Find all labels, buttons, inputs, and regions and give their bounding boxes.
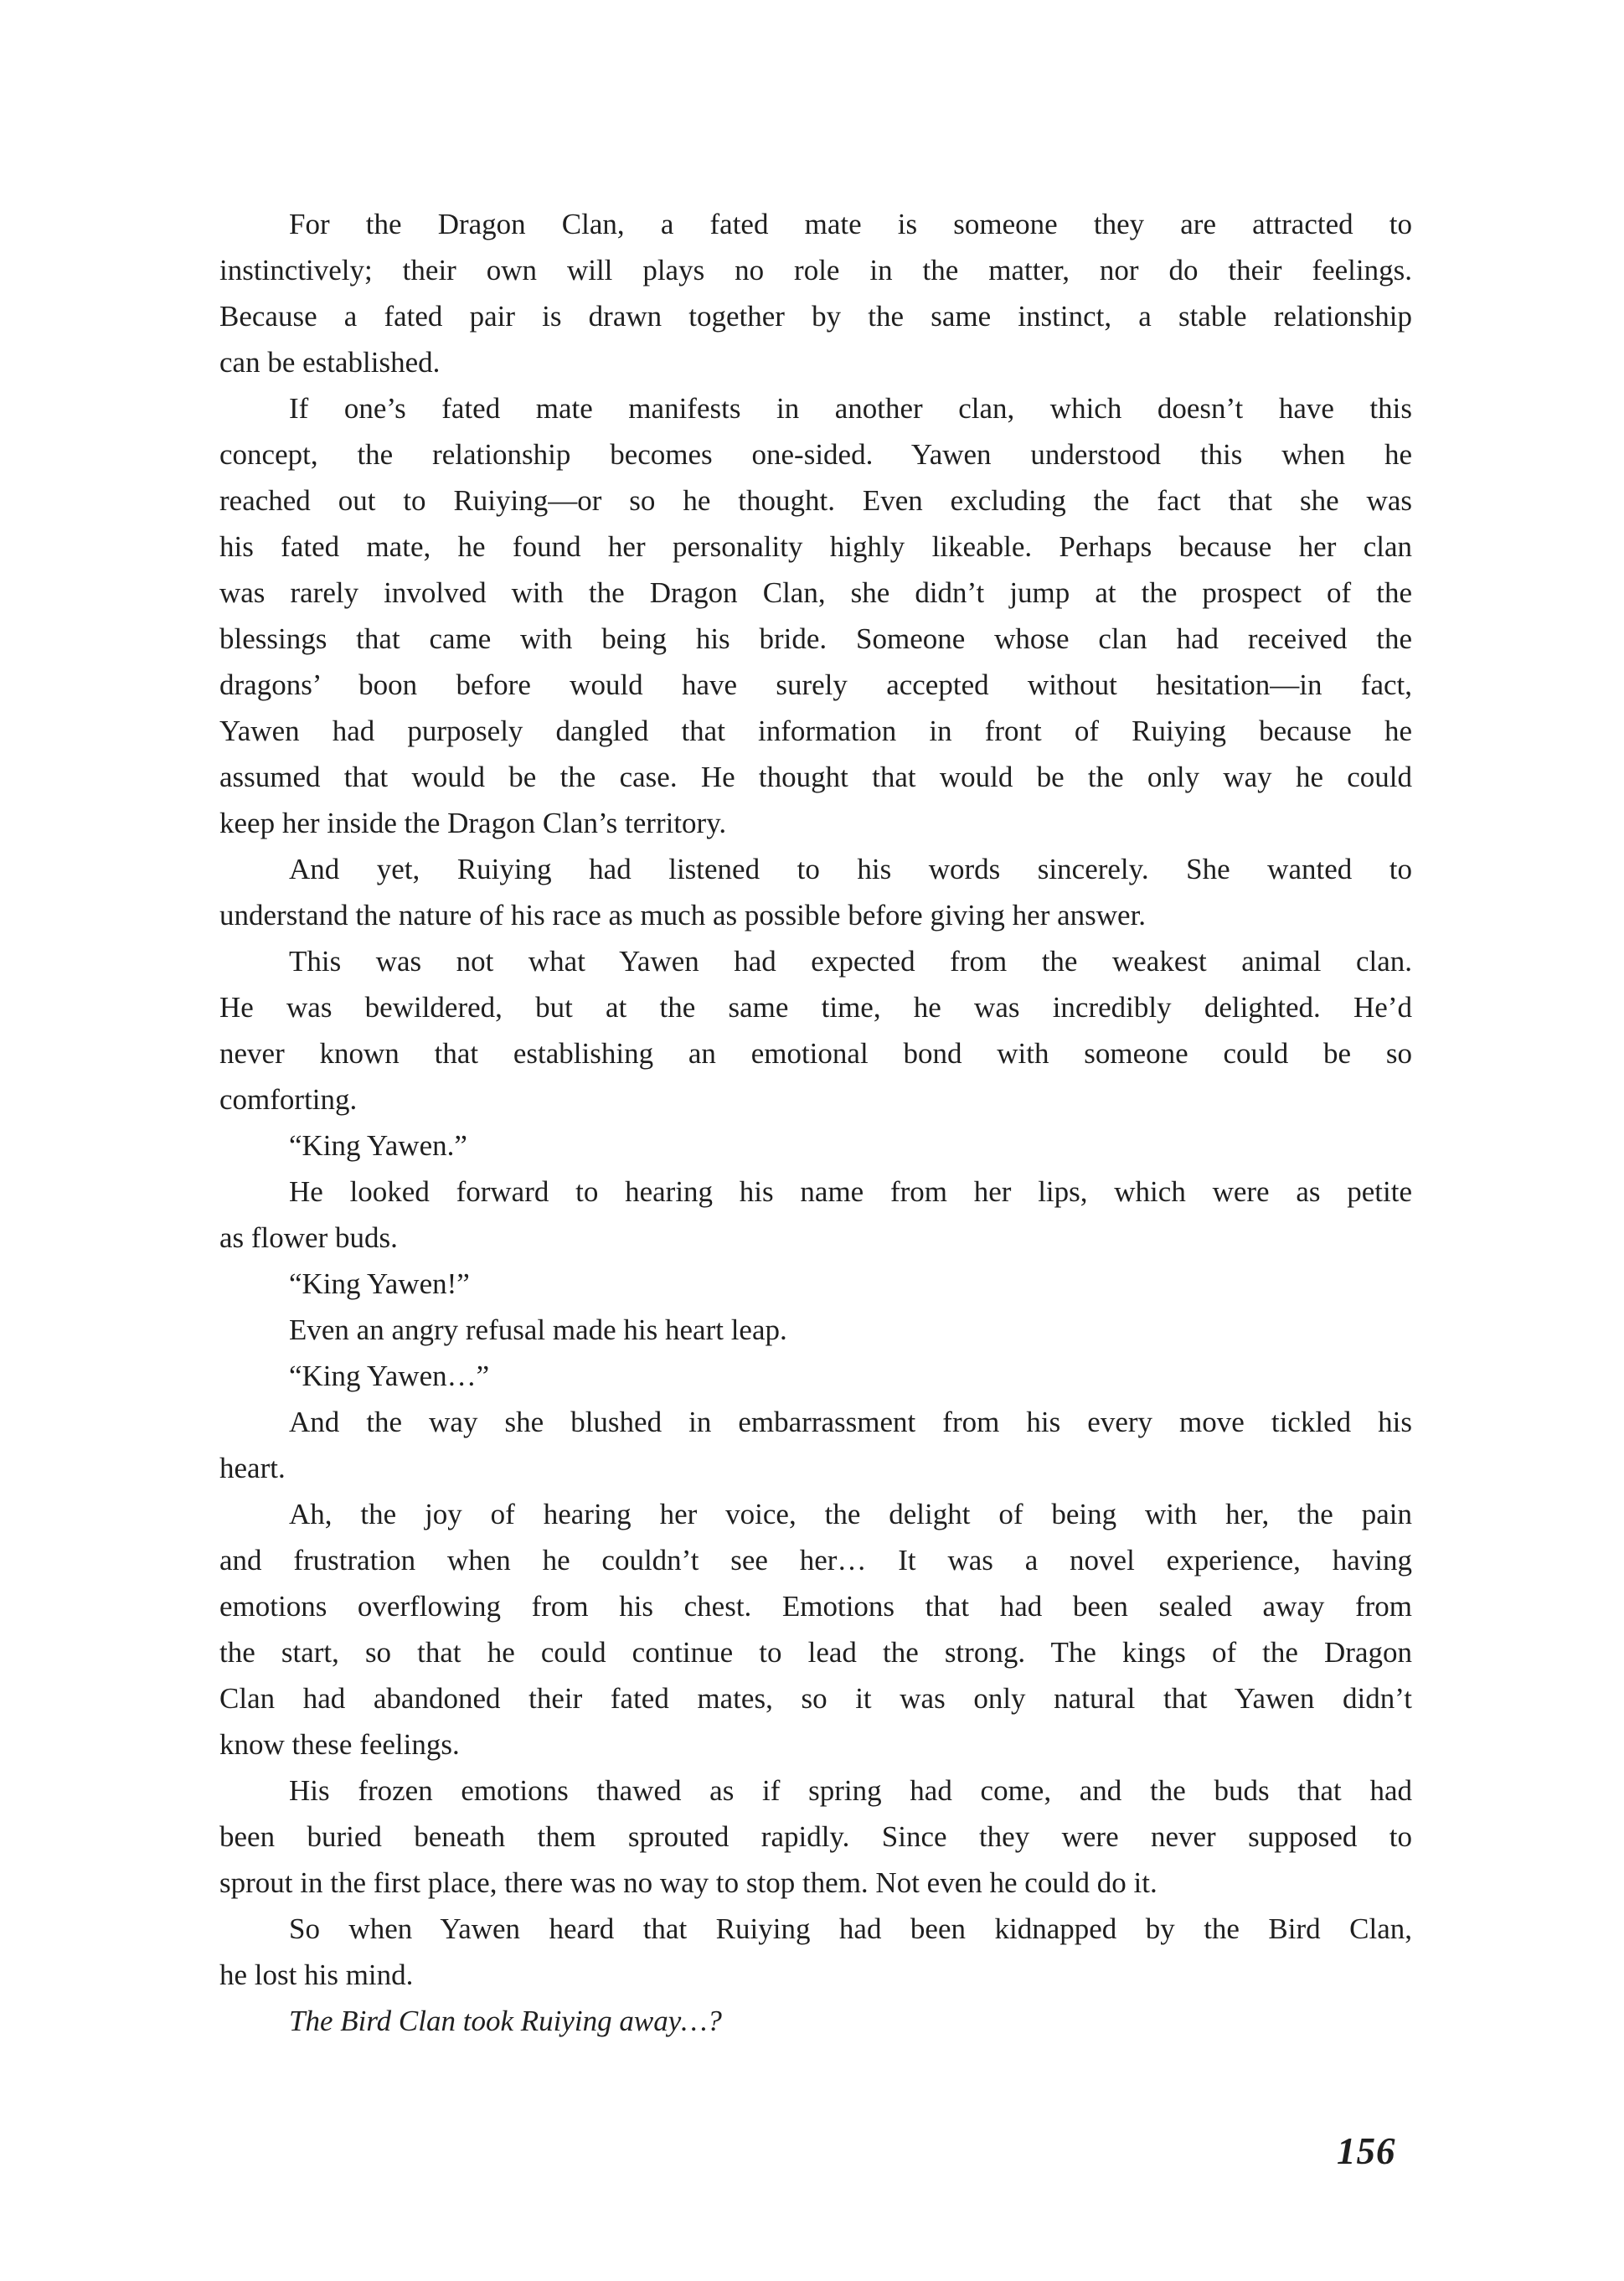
text-line: The Bird Clan took Ruiying away…? — [289, 2005, 722, 2037]
text-line: he lost his mind. — [219, 1958, 414, 1991]
text-line: and frustration when he couldn’t see her… It was a novel experience, having — [219, 1544, 1412, 1577]
paragraph — [219, 938, 1412, 1122]
paragraph — [219, 1307, 1412, 1353]
text-line: Ah, the joy of hearing her voice, the delight of being with her, the pain — [289, 1498, 1412, 1530]
text-line: Even an angry refusal made his heart leap. — [289, 1313, 787, 1346]
text-line: If one’s fated mate manifests in another clan, which doesn’t have this — [289, 392, 1412, 425]
text-line: blessings that came with being his bride. Someone whose clan had received the — [219, 622, 1412, 655]
text-line: been buried beneath them sprouted rapidly. Since they were never supposed to — [219, 1820, 1412, 1853]
paragraph — [219, 1768, 1412, 1906]
text-line: was rarely involved with the Dragon Clan, she didn’t jump at the prospect of the — [219, 576, 1412, 609]
text-line: concept, the relationship becomes one-sided. Yawen understood this when he — [219, 438, 1412, 471]
text-line: “King Yawen!” — [289, 1267, 470, 1300]
text-line: can be established. — [219, 346, 441, 379]
text-line: reached out to Ruiying—or so he thought. Even excluding the fact that she was — [219, 484, 1412, 517]
text-line: “King Yawen.” — [289, 1129, 467, 1162]
paragraph — [219, 201, 1412, 385]
paragraph — [219, 1261, 1412, 1307]
text-line: “King Yawen…” — [289, 1360, 490, 1392]
paragraph — [219, 846, 1412, 938]
text-line: Yawen had purposely dangled that information in front of Ruiying because he — [219, 715, 1412, 747]
text-line: never known that establishing an emotional bond with someone could be so — [219, 1037, 1412, 1070]
text-line: Because a fated pair is drawn together by the same instinct, a stable relationship — [219, 300, 1412, 333]
text-line: And yet, Ruiying had listened to his words sincerely. She wanted to — [289, 853, 1412, 885]
text-line: his fated mate, he found her personality highly likeable. Perhaps because her clan — [219, 530, 1412, 563]
text-line: assumed that would be the case. He thought that would be the only way he could — [219, 761, 1412, 793]
text-line: instinctively; their own will plays no role in the matter, nor do their feelings. — [219, 254, 1412, 286]
text-line: keep her inside the Dragon Clan’s territory. — [219, 807, 727, 839]
text-line: sprout in the first place, there was no way to stop them. Not even he could do it. — [219, 1866, 1157, 1899]
text-line: dragons’ boon before would have surely accepted without hesitation—in fact, — [219, 668, 1412, 701]
text-line: know these feelings. — [219, 1728, 460, 1761]
paragraph — [219, 1353, 1412, 1399]
paragraph — [219, 1399, 1412, 1491]
paragraph — [219, 1998, 1412, 2044]
text-block — [219, 201, 1412, 2044]
paragraph — [219, 1122, 1412, 1169]
paragraph — [219, 1491, 1412, 1768]
text-line: He looked forward to hearing his name from her lips, which were as petite — [289, 1175, 1412, 1208]
text-line: comforting. — [219, 1083, 358, 1116]
text-line: the start, so that he could continue to lead the strong. The kings of the Dragon — [219, 1636, 1412, 1669]
text-line: emotions overflowing from his chest. Emotions that had been sealed away from — [219, 1590, 1412, 1623]
page-number: 156 — [1337, 2130, 1396, 2172]
paragraph — [219, 1169, 1412, 1261]
text-line: This was not what Yawen had expected from the weakest animal clan. — [289, 945, 1412, 978]
text-line: He was bewildered, but at the same time, he was incredibly delighted. He’d — [219, 991, 1412, 1024]
text-line: For the Dragon Clan, a fated mate is someone they are attracted to — [289, 208, 1412, 240]
text-line: as flower buds. — [219, 1221, 398, 1254]
paragraph — [219, 385, 1412, 846]
text-line: Clan had abandoned their fated mates, so it was only natural that Yawen didn’t — [219, 1682, 1412, 1715]
text-line: And the way she blushed in embarrassment from his every move tickled his — [289, 1406, 1412, 1438]
text-line: His frozen emotions thawed as if spring had come, and the buds that had — [289, 1774, 1412, 1807]
text-line: So when Yawen heard that Ruiying had been kidnapped by the Bird Clan, — [289, 1912, 1412, 1945]
text-line: understand the nature of his race as much as possible before giving her answer. — [219, 899, 1147, 931]
paragraph — [219, 1906, 1412, 1998]
text-line: heart. — [219, 1452, 286, 1484]
